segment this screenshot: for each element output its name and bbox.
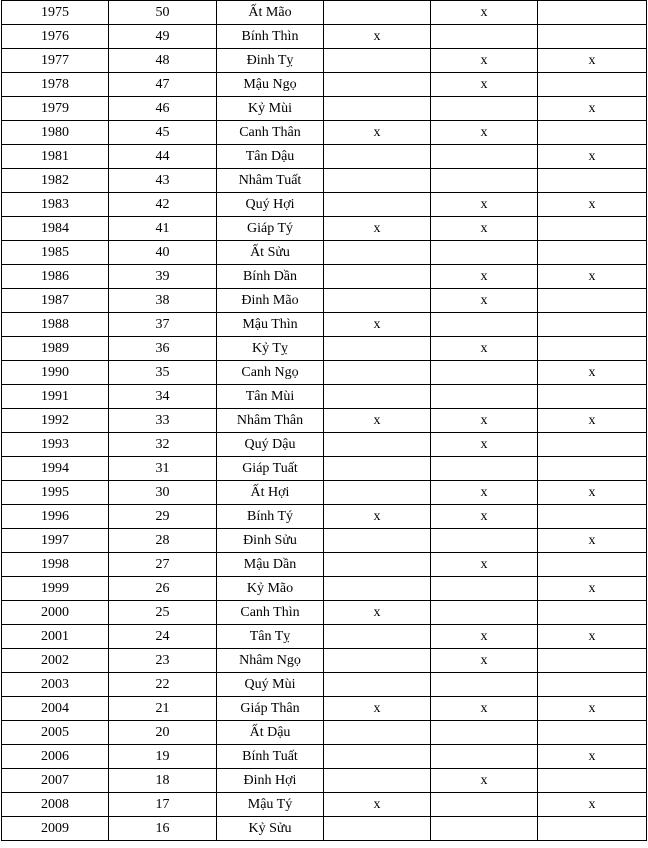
table-row bbox=[2, 1, 647, 25]
mark-cell-2 bbox=[431, 721, 538, 745]
mark-cell-1 bbox=[324, 553, 431, 577]
table-row bbox=[2, 697, 647, 721]
table-row bbox=[2, 313, 647, 337]
table-row bbox=[2, 121, 647, 145]
mark-cell-2: x bbox=[431, 409, 538, 433]
mark-cell-3: x bbox=[538, 793, 647, 817]
can-chi-cell: Đinh Hợi bbox=[217, 769, 324, 793]
mark-cell-1 bbox=[324, 481, 431, 505]
year-cell: 1991 bbox=[2, 385, 109, 409]
age-cell: 16 bbox=[109, 817, 217, 841]
year-cell: 1981 bbox=[2, 145, 109, 169]
mark-cell-1: x bbox=[324, 601, 431, 625]
mark-cell-2 bbox=[431, 169, 538, 193]
year-cell: 2002 bbox=[2, 649, 109, 673]
mark-cell-2: x bbox=[431, 553, 538, 577]
mark-cell-3 bbox=[538, 25, 647, 49]
mark-cell-1 bbox=[324, 361, 431, 385]
can-chi-cell: Canh Thìn bbox=[217, 601, 324, 625]
mark-cell-1: x bbox=[324, 409, 431, 433]
mark-cell-2: x bbox=[431, 121, 538, 145]
can-chi-cell: Mậu Thìn bbox=[217, 313, 324, 337]
age-cell: 40 bbox=[109, 241, 217, 265]
year-cell: 2009 bbox=[2, 817, 109, 841]
can-chi-cell: Mậu Dần bbox=[217, 553, 324, 577]
can-chi-cell: Nhâm Tuất bbox=[217, 169, 324, 193]
table-row bbox=[2, 409, 647, 433]
can-chi-cell: Nhâm Thân bbox=[217, 409, 324, 433]
age-cell: 36 bbox=[109, 337, 217, 361]
table-row bbox=[2, 217, 647, 241]
mark-cell-1 bbox=[324, 625, 431, 649]
age-cell: 24 bbox=[109, 625, 217, 649]
age-cell: 29 bbox=[109, 505, 217, 529]
mark-cell-3 bbox=[538, 433, 647, 457]
mark-cell-3 bbox=[538, 73, 647, 97]
table-body bbox=[2, 1, 647, 841]
age-cell: 41 bbox=[109, 217, 217, 241]
age-cell: 31 bbox=[109, 457, 217, 481]
mark-cell-2 bbox=[431, 241, 538, 265]
table-row bbox=[2, 241, 647, 265]
mark-cell-3: x bbox=[538, 193, 647, 217]
mark-cell-1: x bbox=[324, 25, 431, 49]
year-cell: 2007 bbox=[2, 769, 109, 793]
year-cell: 2008 bbox=[2, 793, 109, 817]
can-chi-cell: Mậu Ngọ bbox=[217, 73, 324, 97]
age-cell: 27 bbox=[109, 553, 217, 577]
can-chi-cell: Đinh Mão bbox=[217, 289, 324, 313]
can-chi-cell: Canh Ngọ bbox=[217, 361, 324, 385]
age-cell: 37 bbox=[109, 313, 217, 337]
table-row bbox=[2, 817, 647, 841]
can-chi-cell: Giáp Tuất bbox=[217, 457, 324, 481]
mark-cell-2 bbox=[431, 385, 538, 409]
can-chi-cell: Bính Tý bbox=[217, 505, 324, 529]
age-cell: 30 bbox=[109, 481, 217, 505]
mark-cell-2 bbox=[431, 601, 538, 625]
mark-cell-1 bbox=[324, 457, 431, 481]
year-cell: 1975 bbox=[2, 1, 109, 25]
can-chi-cell: Tân Tỵ bbox=[217, 625, 324, 649]
mark-cell-3 bbox=[538, 289, 647, 313]
mark-cell-2: x bbox=[431, 265, 538, 289]
mark-cell-1 bbox=[324, 649, 431, 673]
table-row bbox=[2, 193, 647, 217]
year-cell: 1976 bbox=[2, 25, 109, 49]
mark-cell-3: x bbox=[538, 481, 647, 505]
year-cell: 1982 bbox=[2, 169, 109, 193]
mark-cell-1 bbox=[324, 169, 431, 193]
can-chi-cell: Quý Hợi bbox=[217, 193, 324, 217]
mark-cell-2: x bbox=[431, 289, 538, 313]
age-cell: 32 bbox=[109, 433, 217, 457]
can-chi-cell: Kỷ Mùi bbox=[217, 97, 324, 121]
table-row bbox=[2, 601, 647, 625]
can-chi-cell: Đinh Tỵ bbox=[217, 49, 324, 73]
mark-cell-3: x bbox=[538, 745, 647, 769]
can-chi-cell: Ất Dậu bbox=[217, 721, 324, 745]
mark-cell-2 bbox=[431, 145, 538, 169]
year-cell: 2000 bbox=[2, 601, 109, 625]
table-row bbox=[2, 721, 647, 745]
mark-cell-3: x bbox=[538, 145, 647, 169]
year-cell: 1989 bbox=[2, 337, 109, 361]
can-chi-cell: Bính Thìn bbox=[217, 25, 324, 49]
can-chi-cell: Quý Mùi bbox=[217, 673, 324, 697]
mark-cell-1 bbox=[324, 145, 431, 169]
age-cell: 45 bbox=[109, 121, 217, 145]
year-cell: 1988 bbox=[2, 313, 109, 337]
table-row bbox=[2, 169, 647, 193]
table-row bbox=[2, 577, 647, 601]
age-cell: 44 bbox=[109, 145, 217, 169]
mark-cell-2 bbox=[431, 745, 538, 769]
mark-cell-3: x bbox=[538, 49, 647, 73]
mark-cell-1 bbox=[324, 193, 431, 217]
mark-cell-3: x bbox=[538, 361, 647, 385]
mark-cell-3 bbox=[538, 457, 647, 481]
can-chi-cell: Ất Hợi bbox=[217, 481, 324, 505]
year-cell: 1983 bbox=[2, 193, 109, 217]
mark-cell-3 bbox=[538, 721, 647, 745]
mark-cell-1 bbox=[324, 745, 431, 769]
year-cell: 1993 bbox=[2, 433, 109, 457]
mark-cell-2 bbox=[431, 457, 538, 481]
mark-cell-2 bbox=[431, 529, 538, 553]
age-cell: 34 bbox=[109, 385, 217, 409]
birth-year-table bbox=[1, 0, 647, 841]
year-cell: 1996 bbox=[2, 505, 109, 529]
table-row bbox=[2, 25, 647, 49]
mark-cell-2: x bbox=[431, 217, 538, 241]
mark-cell-3: x bbox=[538, 97, 647, 121]
mark-cell-1 bbox=[324, 673, 431, 697]
year-cell: 2003 bbox=[2, 673, 109, 697]
mark-cell-2: x bbox=[431, 697, 538, 721]
can-chi-cell: Bính Dần bbox=[217, 265, 324, 289]
table-row bbox=[2, 337, 647, 361]
mark-cell-3 bbox=[538, 217, 647, 241]
table-row bbox=[2, 457, 647, 481]
mark-cell-1 bbox=[324, 289, 431, 313]
can-chi-cell: Kỷ Tỵ bbox=[217, 337, 324, 361]
mark-cell-1 bbox=[324, 721, 431, 745]
age-cell: 22 bbox=[109, 673, 217, 697]
mark-cell-1 bbox=[324, 385, 431, 409]
mark-cell-1 bbox=[324, 73, 431, 97]
age-cell: 17 bbox=[109, 793, 217, 817]
can-chi-cell: Tân Mùi bbox=[217, 385, 324, 409]
can-chi-cell: Tân Dậu bbox=[217, 145, 324, 169]
age-cell: 28 bbox=[109, 529, 217, 553]
table-row bbox=[2, 625, 647, 649]
mark-cell-1 bbox=[324, 241, 431, 265]
year-cell: 1992 bbox=[2, 409, 109, 433]
can-chi-cell: Ất Mão bbox=[217, 1, 324, 25]
mark-cell-3 bbox=[538, 601, 647, 625]
can-chi-cell: Canh Thân bbox=[217, 121, 324, 145]
year-cell: 1999 bbox=[2, 577, 109, 601]
mark-cell-3 bbox=[538, 241, 647, 265]
year-cell: 2005 bbox=[2, 721, 109, 745]
mark-cell-3: x bbox=[538, 625, 647, 649]
age-cell: 38 bbox=[109, 289, 217, 313]
table-row bbox=[2, 529, 647, 553]
mark-cell-1 bbox=[324, 337, 431, 361]
mark-cell-1 bbox=[324, 529, 431, 553]
mark-cell-2 bbox=[431, 97, 538, 121]
mark-cell-2 bbox=[431, 25, 538, 49]
mark-cell-2: x bbox=[431, 649, 538, 673]
mark-cell-2: x bbox=[431, 49, 538, 73]
can-chi-cell: Giáp Thân bbox=[217, 697, 324, 721]
can-chi-cell: Kỷ Sửu bbox=[217, 817, 324, 841]
mark-cell-2: x bbox=[431, 193, 538, 217]
age-cell: 50 bbox=[109, 1, 217, 25]
year-cell: 2001 bbox=[2, 625, 109, 649]
year-cell: 1987 bbox=[2, 289, 109, 313]
table-row bbox=[2, 673, 647, 697]
mark-cell-3: x bbox=[538, 577, 647, 601]
year-cell: 1998 bbox=[2, 553, 109, 577]
mark-cell-3 bbox=[538, 649, 647, 673]
year-cell: 1990 bbox=[2, 361, 109, 385]
table-row bbox=[2, 553, 647, 577]
mark-cell-1 bbox=[324, 265, 431, 289]
year-cell: 1986 bbox=[2, 265, 109, 289]
mark-cell-3 bbox=[538, 121, 647, 145]
mark-cell-2: x bbox=[431, 505, 538, 529]
mark-cell-2: x bbox=[431, 73, 538, 97]
age-cell: 33 bbox=[109, 409, 217, 433]
can-chi-cell: Ất Sửu bbox=[217, 241, 324, 265]
mark-cell-2 bbox=[431, 577, 538, 601]
table-row bbox=[2, 145, 647, 169]
mark-cell-3: x bbox=[538, 529, 647, 553]
age-cell: 46 bbox=[109, 97, 217, 121]
mark-cell-3 bbox=[538, 553, 647, 577]
table-row bbox=[2, 649, 647, 673]
table-row bbox=[2, 433, 647, 457]
year-cell: 1985 bbox=[2, 241, 109, 265]
age-cell: 25 bbox=[109, 601, 217, 625]
table-row bbox=[2, 289, 647, 313]
mark-cell-3: x bbox=[538, 409, 647, 433]
year-cell: 1994 bbox=[2, 457, 109, 481]
table-row bbox=[2, 793, 647, 817]
mark-cell-3 bbox=[538, 769, 647, 793]
age-cell: 39 bbox=[109, 265, 217, 289]
table-row bbox=[2, 385, 647, 409]
mark-cell-3: x bbox=[538, 265, 647, 289]
mark-cell-1: x bbox=[324, 217, 431, 241]
mark-cell-2: x bbox=[431, 433, 538, 457]
year-cell: 1978 bbox=[2, 73, 109, 97]
mark-cell-2 bbox=[431, 361, 538, 385]
table-row bbox=[2, 745, 647, 769]
mark-cell-3 bbox=[538, 169, 647, 193]
table-row bbox=[2, 481, 647, 505]
mark-cell-1 bbox=[324, 817, 431, 841]
mark-cell-2: x bbox=[431, 337, 538, 361]
can-chi-cell: Nhâm Ngọ bbox=[217, 649, 324, 673]
mark-cell-1 bbox=[324, 769, 431, 793]
year-cell: 1997 bbox=[2, 529, 109, 553]
age-cell: 49 bbox=[109, 25, 217, 49]
mark-cell-2: x bbox=[431, 481, 538, 505]
year-cell: 1977 bbox=[2, 49, 109, 73]
mark-cell-3 bbox=[538, 817, 647, 841]
mark-cell-3 bbox=[538, 337, 647, 361]
mark-cell-2: x bbox=[431, 1, 538, 25]
can-chi-cell: Kỷ Mão bbox=[217, 577, 324, 601]
mark-cell-3 bbox=[538, 505, 647, 529]
year-cell: 1980 bbox=[2, 121, 109, 145]
age-cell: 35 bbox=[109, 361, 217, 385]
table-row bbox=[2, 73, 647, 97]
can-chi-cell: Giáp Tý bbox=[217, 217, 324, 241]
age-cell: 21 bbox=[109, 697, 217, 721]
table-row bbox=[2, 265, 647, 289]
mark-cell-3 bbox=[538, 673, 647, 697]
age-cell: 48 bbox=[109, 49, 217, 73]
mark-cell-1: x bbox=[324, 313, 431, 337]
can-chi-cell: Mậu Tý bbox=[217, 793, 324, 817]
mark-cell-3: x bbox=[538, 697, 647, 721]
mark-cell-3 bbox=[538, 1, 647, 25]
year-cell: 2004 bbox=[2, 697, 109, 721]
mark-cell-1 bbox=[324, 433, 431, 457]
year-cell: 1984 bbox=[2, 217, 109, 241]
year-cell: 1995 bbox=[2, 481, 109, 505]
mark-cell-1 bbox=[324, 1, 431, 25]
year-cell: 2006 bbox=[2, 745, 109, 769]
mark-cell-2 bbox=[431, 817, 538, 841]
age-cell: 19 bbox=[109, 745, 217, 769]
can-chi-cell: Quý Dậu bbox=[217, 433, 324, 457]
table-row bbox=[2, 97, 647, 121]
year-cell: 1979 bbox=[2, 97, 109, 121]
table-row bbox=[2, 361, 647, 385]
age-cell: 18 bbox=[109, 769, 217, 793]
mark-cell-2: x bbox=[431, 625, 538, 649]
table-row bbox=[2, 769, 647, 793]
mark-cell-1: x bbox=[324, 121, 431, 145]
mark-cell-1 bbox=[324, 577, 431, 601]
age-cell: 26 bbox=[109, 577, 217, 601]
mark-cell-1: x bbox=[324, 697, 431, 721]
age-cell: 23 bbox=[109, 649, 217, 673]
mark-cell-2 bbox=[431, 313, 538, 337]
table-row bbox=[2, 49, 647, 73]
mark-cell-1: x bbox=[324, 793, 431, 817]
mark-cell-1: x bbox=[324, 505, 431, 529]
mark-cell-3 bbox=[538, 385, 647, 409]
mark-cell-2 bbox=[431, 793, 538, 817]
mark-cell-1 bbox=[324, 97, 431, 121]
age-cell: 20 bbox=[109, 721, 217, 745]
age-cell: 43 bbox=[109, 169, 217, 193]
mark-cell-1 bbox=[324, 49, 431, 73]
age-cell: 47 bbox=[109, 73, 217, 97]
table-row bbox=[2, 505, 647, 529]
can-chi-cell: Đinh Sửu bbox=[217, 529, 324, 553]
mark-cell-3 bbox=[538, 313, 647, 337]
mark-cell-2: x bbox=[431, 769, 538, 793]
can-chi-cell: Bính Tuất bbox=[217, 745, 324, 769]
age-cell: 42 bbox=[109, 193, 217, 217]
mark-cell-2 bbox=[431, 673, 538, 697]
